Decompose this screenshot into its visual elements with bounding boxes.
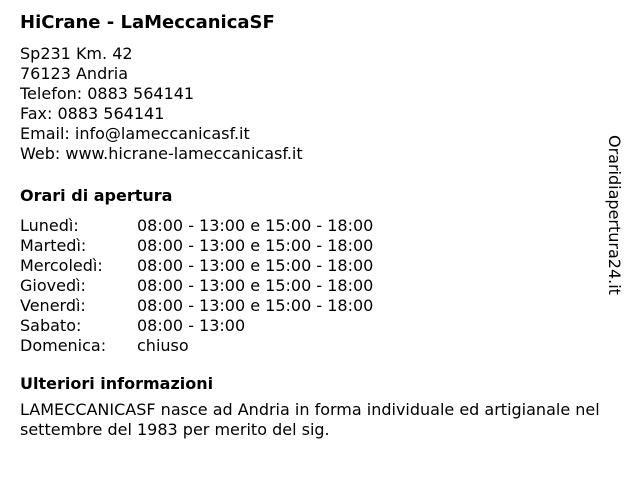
hours-row-sunday [20,336,373,356]
hours-time: 08:00 - 13:00 e 15:00 - 18:00 [137,276,374,295]
hours-day: Giovedì: [20,276,86,295]
hours-day: Martedì: [20,236,87,255]
email-line: Email: info@lameccanicasf.it [20,124,250,143]
hours-time: 08:00 - 13:00 e 15:00 - 18:00 [137,236,374,255]
hours-day: Sabato: [20,316,82,335]
hours-row-tuesday [20,236,373,256]
hours-day: Venerdì: [20,296,86,315]
site-watermark: Oraridiapertura24.it [605,135,624,295]
business-name: HiCrane - LaMeccanicaSF [20,12,275,33]
hours-time: 08:00 - 13:00 [137,316,246,335]
hours-row-monday [20,216,373,236]
phone-line: Telefon: 0883 564141 [20,84,195,103]
hours-table [20,216,373,356]
hours-day: Mercoledì: [20,256,103,275]
hours-row-friday [20,296,373,316]
hours-day: Domenica: [20,336,107,355]
hours-row-wednesday [20,256,373,276]
fax-line: Fax: 0883 564141 [20,104,165,123]
hours-row-saturday [20,316,373,336]
contact-block [20,44,610,164]
address-city: 76123 Andria [20,64,129,83]
hours-row-thursday [20,276,373,296]
info-text: LAMECCANICASF nasce ad Andria in forma individuale ed artigianale nel settembre del 1983 per merito del sig. [20,400,600,439]
hours-time: 08:00 - 13:00 e 15:00 - 18:00 [137,256,374,275]
address-street: Sp231 Km. 42 [20,44,133,63]
hours-time: chiuso [137,336,189,355]
hours-time: 08:00 - 13:00 e 15:00 - 18:00 [137,216,374,235]
info-title: Ulteriori informazioni [20,374,214,393]
business-card [20,10,610,440]
hours-title: Orari di apertura [20,186,173,205]
web-line: Web: www.hicrane-lameccanicasf.it [20,144,303,163]
hours-day: Lunedì: [20,216,79,235]
hours-time: 08:00 - 13:00 e 15:00 - 18:00 [137,296,374,315]
